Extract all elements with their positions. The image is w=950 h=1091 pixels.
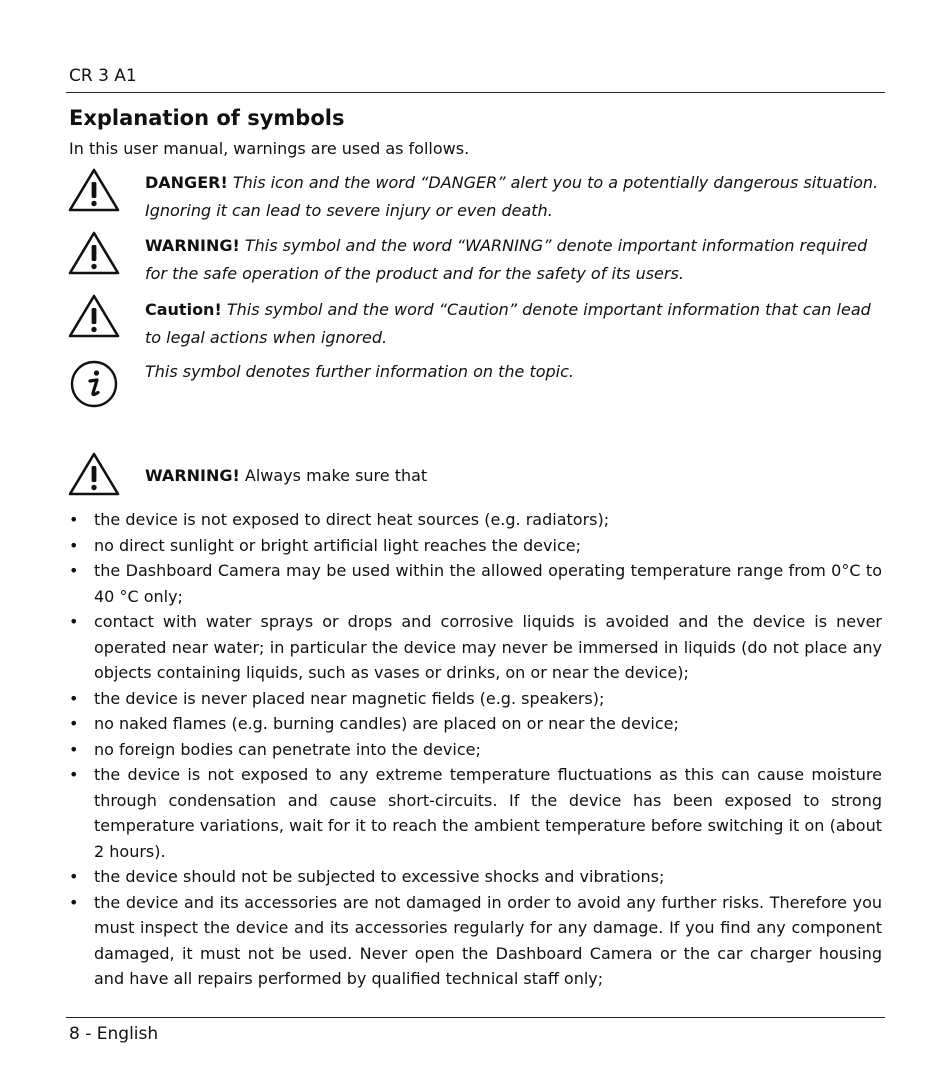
warning-triangle-icon bbox=[68, 293, 120, 339]
bullet-icon: • bbox=[69, 561, 79, 580]
bullet-icon: • bbox=[69, 612, 79, 631]
bullet-icon: • bbox=[69, 714, 79, 733]
symbol-label-caution: Caution! bbox=[145, 300, 222, 319]
warning-block-label: WARNING! bbox=[145, 466, 240, 485]
symbol-description-danger bbox=[145, 169, 880, 225]
symbol-text-danger: This icon and the word “DANGER” alert you to a potentially dangerous situation. Ignoring it can lead to severe injury or even death. bbox=[145, 173, 879, 220]
warning-block-heading bbox=[145, 462, 880, 490]
list-item: • no direct sunlight or bright artificial light reaches the device; bbox=[69, 533, 882, 559]
bullet-icon: • bbox=[69, 765, 79, 784]
footer-rule bbox=[66, 1017, 885, 1018]
list-item: • the device should not be subjected to excessive shocks and vibrations; bbox=[69, 864, 882, 890]
warning-triangle-icon bbox=[68, 230, 120, 276]
bullet-icon: • bbox=[69, 535, 79, 555]
symbol-description-caution bbox=[145, 296, 880, 352]
list-item: • the device is not exposed to direct heat sources (e.g. radiators); bbox=[69, 507, 882, 533]
page-header-model: CR 3 A1 bbox=[69, 66, 137, 86]
list-item: • the Dashboard Camera may be used within the allowed operating temperature range from 0°C to 40 °C only; bbox=[69, 558, 882, 609]
warning-triangle-icon bbox=[68, 167, 120, 213]
warning-triangle-icon bbox=[68, 451, 120, 497]
bullet-icon: • bbox=[69, 688, 79, 708]
list-item: • contact with water sprays or drops and corrosive liquids is avoided and the device is never operated near water; in particular the device may never be immersed in liquids (do not place any objects containing liquids, such as vases or drinks, on or near the device); bbox=[69, 609, 882, 686]
bullet-icon: • bbox=[69, 892, 79, 912]
symbol-text-caution: This symbol and the word “Caution” denote important information that can lead to legal actions when ignored. bbox=[145, 300, 871, 347]
list-item: • no foreign bodies can penetrate into the device; bbox=[69, 737, 882, 763]
header-rule bbox=[66, 92, 885, 93]
list-item: • the device is never placed near magnetic fields (e.g. speakers); bbox=[69, 686, 882, 712]
warning-bullet-list bbox=[69, 507, 882, 992]
list-item: • the device and its accessories are not damaged in order to avoid any further risks. Therefore you must inspect the device and its accessories regularly for any damage. If you find any component damaged, it must not be used. Never open the Dashboard Camera or the car charger housing and have all repairs performed by qualified technical staff only; bbox=[69, 890, 882, 992]
symbol-text-warning: This symbol and the word “WARNING” denote important information required for the safe operation of the product and for the safety of its users. bbox=[145, 236, 868, 283]
warning-block-text: Always make sure that bbox=[244, 466, 428, 485]
symbol-text-info: This symbol denotes further information on the topic. bbox=[145, 362, 575, 381]
symbol-description-warning bbox=[145, 232, 880, 288]
section-intro: In this user manual, warnings are used as follows. bbox=[69, 139, 470, 158]
bullet-icon: • bbox=[69, 739, 79, 759]
bullet-icon: • bbox=[69, 867, 79, 886]
bullet-icon: • bbox=[69, 510, 79, 529]
symbol-description-info bbox=[145, 358, 880, 386]
section-title: Explanation of symbols bbox=[69, 106, 345, 130]
info-circle-icon bbox=[68, 359, 120, 409]
page-footer-number: 8 - English bbox=[69, 1024, 159, 1044]
symbol-label-danger: DANGER! bbox=[145, 173, 228, 192]
symbol-label-warning: WARNING! bbox=[145, 236, 240, 255]
list-item: • no naked flames (e.g. burning candles) are placed on or near the device; bbox=[69, 711, 882, 737]
list-item: • the device is not exposed to any extreme temperature fluctuations as this can cause moisture through condensation and cause short-circuits. If the device has been exposed to strong temperature variations, wait for it to reach the ambient temperature before switching it on (about 2 hours). bbox=[69, 762, 882, 864]
